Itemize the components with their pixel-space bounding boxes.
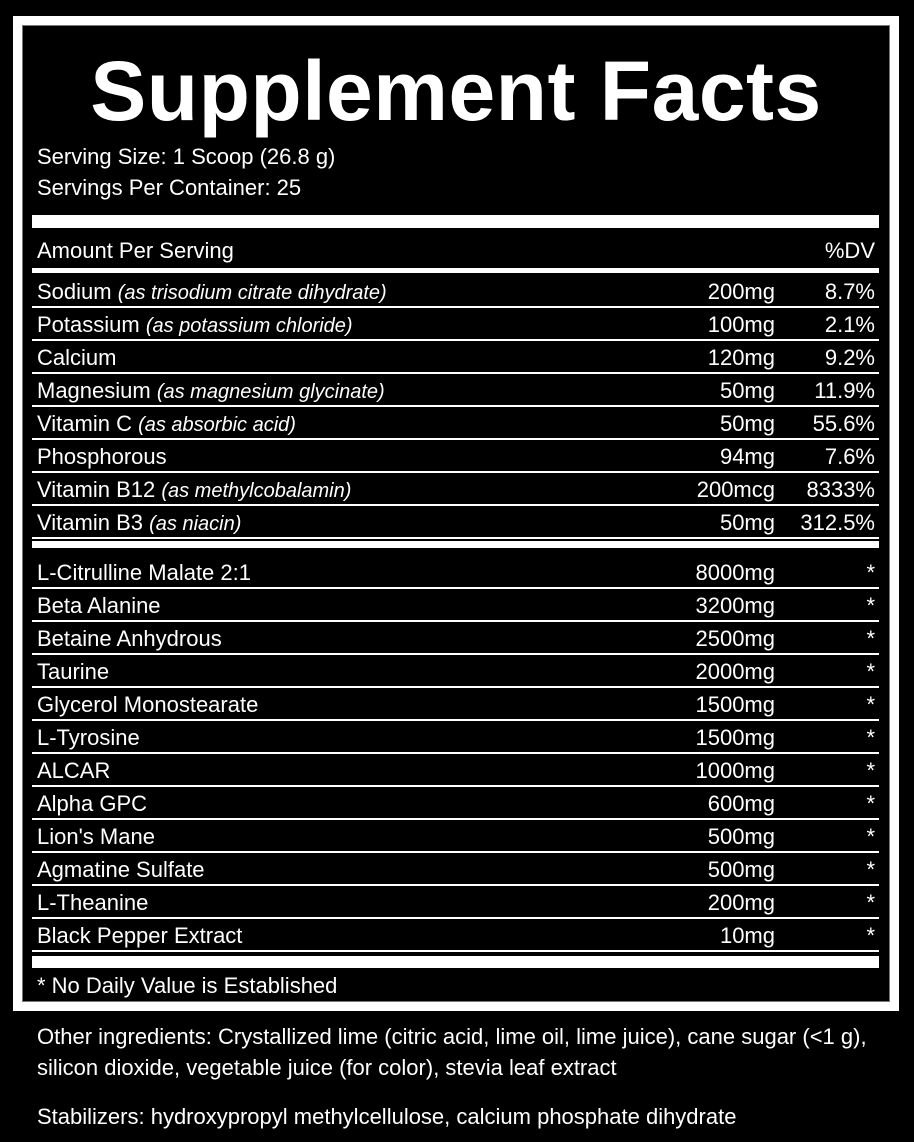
nutrient-row xyxy=(32,374,879,407)
row-name-text: Vitamin B3 xyxy=(37,510,143,535)
row-amount: 200mcg xyxy=(696,477,775,502)
row-dv: * xyxy=(866,758,875,783)
ingredient-row xyxy=(32,556,879,589)
nutrient-row xyxy=(32,407,879,440)
row-name xyxy=(37,820,155,853)
row-amount: 94mg xyxy=(719,444,775,469)
row-name xyxy=(37,308,353,343)
row-name-text: L-Citrulline Malate 2:1 xyxy=(37,560,251,585)
row-amount: 50mg xyxy=(719,411,775,436)
row-amount: 3200mg xyxy=(695,593,775,618)
row-amount: 200mg xyxy=(707,890,775,915)
row-name xyxy=(37,440,167,475)
row-name xyxy=(37,787,147,820)
row-amount: 600mg xyxy=(707,791,775,816)
row-name-text: Taurine xyxy=(37,659,110,684)
row-amount: 50mg xyxy=(719,378,775,403)
row-amount: 2000mg xyxy=(695,659,775,684)
row-name-text: Beta Alanine xyxy=(37,593,161,618)
row-name xyxy=(37,275,387,310)
row-name-text: Phosphorous xyxy=(37,444,167,469)
amount-per-serving-label: Amount Per Serving xyxy=(37,238,234,263)
row-dv: * xyxy=(866,725,875,750)
ingredient-row xyxy=(32,787,879,820)
row-amount: 1000mg xyxy=(695,758,775,783)
footnote: * No Daily Value is Established xyxy=(37,973,338,998)
row-name-text: ALCAR xyxy=(37,758,111,783)
nutrient-row xyxy=(32,440,879,473)
nutrient-row xyxy=(32,506,879,539)
row-name xyxy=(37,655,109,688)
ingredient-row xyxy=(32,655,879,688)
row-dv: * xyxy=(866,923,875,948)
row-dv: 7.6% xyxy=(824,444,875,469)
row-name xyxy=(37,506,241,541)
panel-title: Supplement Facts xyxy=(90,44,822,138)
row-source: (as niacin) xyxy=(149,513,242,535)
row-name-text: Black Pepper Extract xyxy=(37,923,243,948)
row-name-text: Betaine Anhydrous xyxy=(37,626,222,651)
row-name-text: Potassium xyxy=(37,312,140,337)
row-amount: 50mg xyxy=(719,510,775,535)
row-name-text: Vitamin B12 xyxy=(37,477,156,502)
row-name xyxy=(37,886,148,919)
row-name xyxy=(37,688,258,721)
row-name-text: Agmatine Sulfate xyxy=(37,857,205,882)
column-header xyxy=(32,234,879,268)
header-divider xyxy=(32,268,879,273)
ingredient-row xyxy=(32,919,879,952)
row-name xyxy=(37,556,251,589)
row-amount: 500mg xyxy=(707,857,775,882)
row-name xyxy=(37,407,296,442)
supplement-facts-panel xyxy=(13,16,899,1011)
row-name xyxy=(37,721,140,754)
row-dv: * xyxy=(866,824,875,849)
row-dv: 9.2% xyxy=(824,345,875,370)
nutrient-row xyxy=(32,473,879,506)
row-dv: * xyxy=(866,593,875,618)
row-name-text: Sodium xyxy=(37,279,112,304)
ingredient-row xyxy=(32,886,879,919)
ingredient-row xyxy=(32,589,879,622)
bottom-divider xyxy=(32,956,879,968)
row-name-text: Magnesium xyxy=(37,378,151,403)
row-amount: 8000mg xyxy=(695,560,775,585)
row-amount: 200mg xyxy=(707,279,775,304)
row-name-text: L-Theanine xyxy=(37,890,149,915)
row-amount: 10mg xyxy=(719,923,775,948)
section-divider xyxy=(32,541,879,548)
ingredient-row xyxy=(32,688,879,721)
row-source: (as trisodium citrate dihydrate) xyxy=(117,282,387,304)
row-name xyxy=(37,341,116,376)
row-amount: 1500mg xyxy=(695,725,775,750)
row-dv: * xyxy=(866,659,875,684)
row-amount: 120mg xyxy=(707,345,775,370)
nutrient-row xyxy=(32,341,879,374)
row-source: (as methylcobalamin) xyxy=(161,480,352,502)
servings-per-container: Servings Per Container: 25 xyxy=(37,175,302,200)
row-name-text: Calcium xyxy=(37,345,117,370)
row-name-text: Vitamin C xyxy=(37,411,132,436)
row-name-text: Lion's Mane xyxy=(37,824,155,849)
row-amount: 100mg xyxy=(707,312,775,337)
row-name xyxy=(37,622,222,655)
row-dv: 8.7% xyxy=(824,279,875,304)
dv-label: %DV xyxy=(824,238,875,263)
ingredient-row xyxy=(32,820,879,853)
row-dv: 11.9% xyxy=(814,378,875,403)
ingredient-row xyxy=(32,754,879,787)
serving-size: Serving Size: 1 Scoop (26.8 g) xyxy=(37,144,336,169)
row-source: (as potassium chloride) xyxy=(145,315,353,337)
ingredient-row xyxy=(32,721,879,754)
ingredient-row xyxy=(32,853,879,886)
row-name xyxy=(37,919,242,952)
row-name xyxy=(37,754,110,787)
row-amount: 500mg xyxy=(707,824,775,849)
thick-divider xyxy=(32,215,879,228)
ingredient-row xyxy=(32,622,879,655)
row-source: (as absorbic acid) xyxy=(138,414,296,436)
stabilizers: Stabilizers: hydroxypropyl methylcellulose, calcium phosphate dihydrate xyxy=(37,1104,737,1129)
row-dv: * xyxy=(866,890,875,915)
row-name-text: L-Tyrosine xyxy=(37,725,140,750)
row-name xyxy=(37,853,205,886)
row-name xyxy=(37,473,351,508)
row-dv: * xyxy=(866,692,875,717)
row-amount: 1500mg xyxy=(695,692,775,717)
row-dv: 8333% xyxy=(806,477,875,502)
nutrient-row xyxy=(32,308,879,341)
row-name xyxy=(37,589,161,622)
row-name-text: Alpha GPC xyxy=(37,791,148,816)
nutrient-row xyxy=(32,275,879,308)
row-name-text: Glycerol Monostearate xyxy=(37,692,259,717)
row-name xyxy=(37,374,385,409)
row-dv: * xyxy=(866,791,875,816)
row-dv: * xyxy=(866,857,875,882)
row-amount: 2500mg xyxy=(695,626,775,651)
row-source: (as magnesium glycinate) xyxy=(156,381,385,403)
row-dv: 312.5% xyxy=(800,510,875,535)
row-dv: 2.1% xyxy=(824,312,875,337)
row-dv: * xyxy=(866,560,875,585)
other-ingredients: Other ingredients: Crystallized lime (citric acid, lime oil, lime juice), cane sugar (<1 g), silicon dioxide, vegetable juice (for color), stevia leaf extract xyxy=(37,1024,867,1080)
row-dv: 55.6% xyxy=(812,411,875,436)
row-dv: * xyxy=(866,626,875,651)
